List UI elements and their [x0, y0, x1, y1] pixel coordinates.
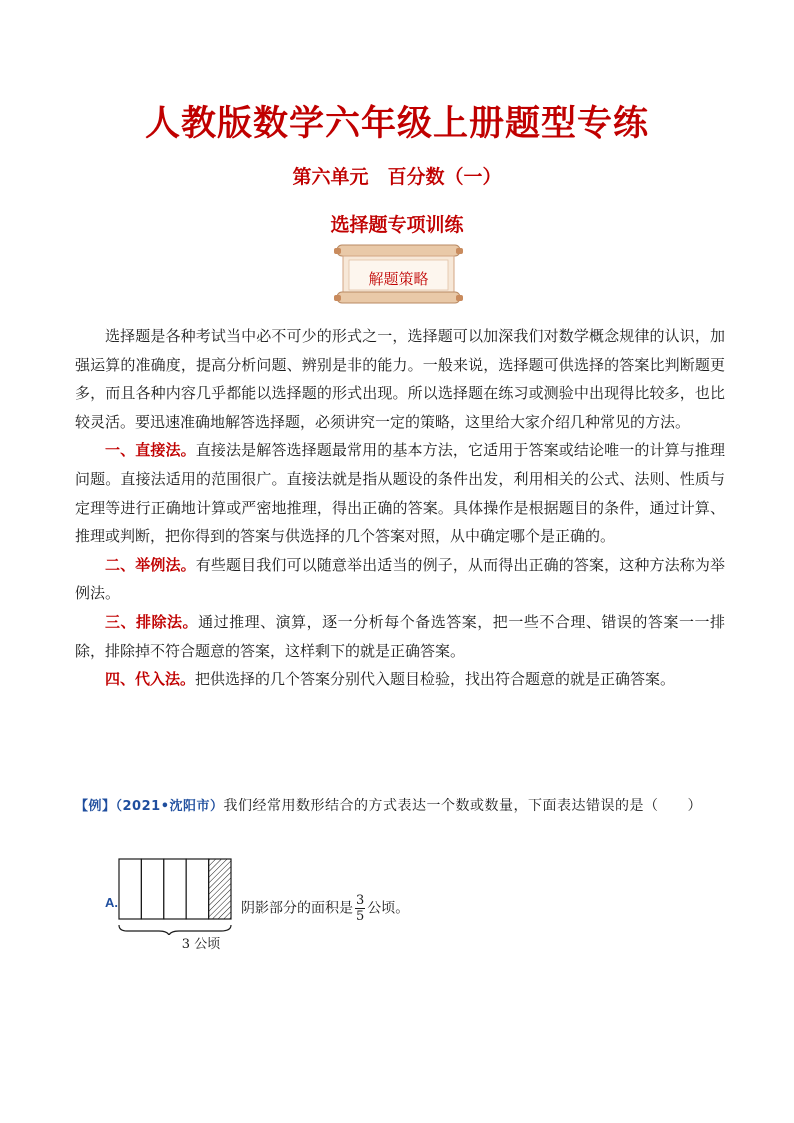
method-heading: 二、举例法。 — [105, 555, 196, 574]
main-title: 人教版数学六年级上册题型专练 — [144, 104, 649, 144]
example-question — [75, 792, 725, 821]
strategy-scroll-badge — [331, 243, 466, 305]
method-heading: 三、排除法。 — [105, 612, 199, 631]
unshaded-part — [141, 859, 163, 919]
unshaded-part — [186, 859, 208, 919]
diagram-caption: 3 公顷 — [181, 937, 221, 952]
unshaded-part — [164, 859, 186, 919]
fraction-denominator: 5 — [356, 909, 365, 924]
paragraph-body: 选择题是各种考试当中必不可少的形式之一，选择题可以加深我们对数学概念规律的认识，加强运算的准确度，提高分析问题、辨别是非的能力。一般来说，选择题可供选择的答案比判断题更多，而且各种内容几乎都能以选择题的形式出现。所以选择题在练习或测验中出现得比较多，也比较灵活。要迅速准确地解答选择题，必须讲究一定的策略，这里给大家介绍几种常见的方法。 — [75, 327, 725, 431]
method-paragraph-substitution — [75, 665, 725, 694]
method-paragraph-elimination — [75, 608, 725, 665]
example-source: （2021•沈阳市） — [115, 799, 224, 814]
shaded-part — [209, 859, 231, 919]
option-a-statement — [241, 893, 409, 924]
section-subtitle: 选择题专项训练 — [330, 214, 464, 236]
intro-paragraph — [75, 322, 725, 436]
example-tag: 【例】 — [75, 799, 116, 814]
statement-text: 阴影部分的面积是 — [241, 900, 353, 917]
method-paragraph-example — [75, 551, 725, 608]
fraction-numerator: 3 — [356, 893, 365, 908]
fraction — [355, 893, 365, 924]
option-letter: A. — [105, 895, 118, 910]
method-paragraph-direct — [75, 436, 725, 550]
option-a — [95, 855, 495, 955]
badge-label: 解题策略 — [368, 270, 429, 288]
paragraph-body: 有些题目我们可以随意举出适当的例子，从而得出正确的答案，这种方法称为举例法。 — [75, 555, 725, 603]
paragraph-body: 通过推理、演算，逐一分析每个备选答案，把一些不合理、错误的答案一一排除，排除掉不符合题意的答案，这样剩下的就是正确答案。 — [75, 612, 725, 660]
paragraph-body: 直接法是解答选择题最常用的基本方法，它适用于答案或结论唯一的计算与推理问题。直接法适用的范围很广。直接法就是指从题设的条件出发，利用相关的公式、法则、性质与定理等进行正确地计算或严密地推理，得出正确的答案。具体操作是根据题目的条件，通过计算、推理或判断，把你得到的答案与供选择的几个答案对照，从中确定哪个是正确的。 — [75, 441, 725, 546]
method-heading: 一、直接法。 — [105, 441, 196, 460]
area-rectangle-diagram — [95, 855, 245, 935]
strategy-text — [75, 322, 725, 694]
paragraph-body: 把供选择的几个答案分别代入题目检验，找出符合题意的就是正确答案。 — [195, 670, 676, 689]
unit-title: 第六单元 百分数（一） — [292, 166, 502, 188]
unshaded-part — [119, 859, 141, 919]
example-question-text: 我们经常用数形结合的方式表达一个数或数量，下面表达错误的是（ ） — [223, 798, 703, 814]
statement-unit: 公顷。 — [367, 900, 410, 917]
method-heading: 四、代入法。 — [105, 670, 196, 689]
